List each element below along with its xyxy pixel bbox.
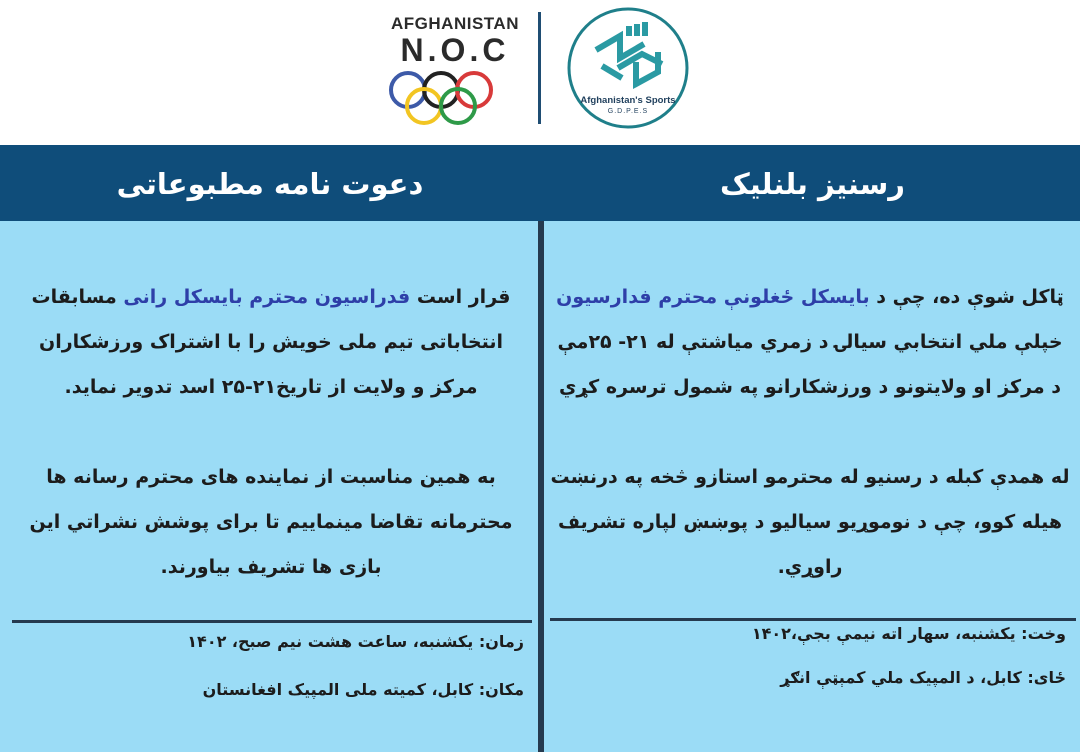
left-para1-highlight: فدراسیون محترم بایسکل رانی	[123, 286, 411, 308]
gdpes-abbr-text: G.D.P.E.S	[607, 108, 649, 115]
header	[0, 0, 1080, 145]
left-para1-after: مسابقات انتخاباتی تیم ملی خویش را با اشتراک ورزشکاران مرکز و ولایت از تاریخ۲۱-۲۵ اسد تدویر نماید.	[31, 286, 503, 398]
noc-country-text: AFGHANISTAN	[391, 14, 519, 33]
left-paragraph-1	[20, 275, 522, 410]
title-left: دعوت نامه مطبوعاتی	[116, 167, 424, 201]
column-divider	[538, 221, 544, 752]
left-para1-before: قرار است	[410, 286, 511, 308]
noc-letters-text: N.O.C	[400, 32, 510, 68]
right-paragraph-2: له همدې کبله د رسنيو له محترمو استازو څخه په درنښت هیله کوو، چې د نوموړیو سیالیو د پوښښ لپاره تشريف راوړي.	[550, 466, 1070, 578]
left-info-separator	[12, 620, 532, 623]
right-time: وخت: يکشنبه، سهار اته نيمې بجې،۱۴۰۲	[751, 624, 1066, 643]
left-paragraph-2: به همین مناسبت از نماینده های محترم رسانه ها محترمانه تقاضا مینماییم تا برای پوشش نشراتي این بازی ها تشریف بیاورند.	[29, 466, 513, 578]
left-time: زمان: یکشنبه، ساعت هشت نیم صبح، ۱۴۰۲	[187, 632, 524, 651]
right-place: ځای: کابل، د المپیک ملي کمېټې انګړ	[780, 668, 1066, 687]
right-info-separator	[550, 618, 1076, 621]
gdpes-name-text: Afghanistan's Sports	[580, 95, 676, 106]
olympic-rings-icon	[388, 70, 522, 126]
right-para1-highlight: بایسکل ځغلونې محترم فدارسیون	[556, 286, 870, 308]
left-place: مکان: کابل، کمیته ملی المپیک افغانستان	[202, 680, 524, 699]
right-para1-after: خپلې ملي انتخابي سيالۍ د زمري مياشتې له ۲۱- ۲۵مې د مرکز او ولايتونو د ورزشکارانو په شمول ترسره کړي	[557, 331, 1063, 398]
logo-divider	[538, 12, 541, 124]
right-para1-before: ټاکل شوې ده، چې د	[869, 286, 1064, 308]
right-paragraph-1	[550, 275, 1070, 410]
noc-logo	[380, 12, 530, 130]
title-right: رسنيز بلنليک	[720, 167, 905, 201]
